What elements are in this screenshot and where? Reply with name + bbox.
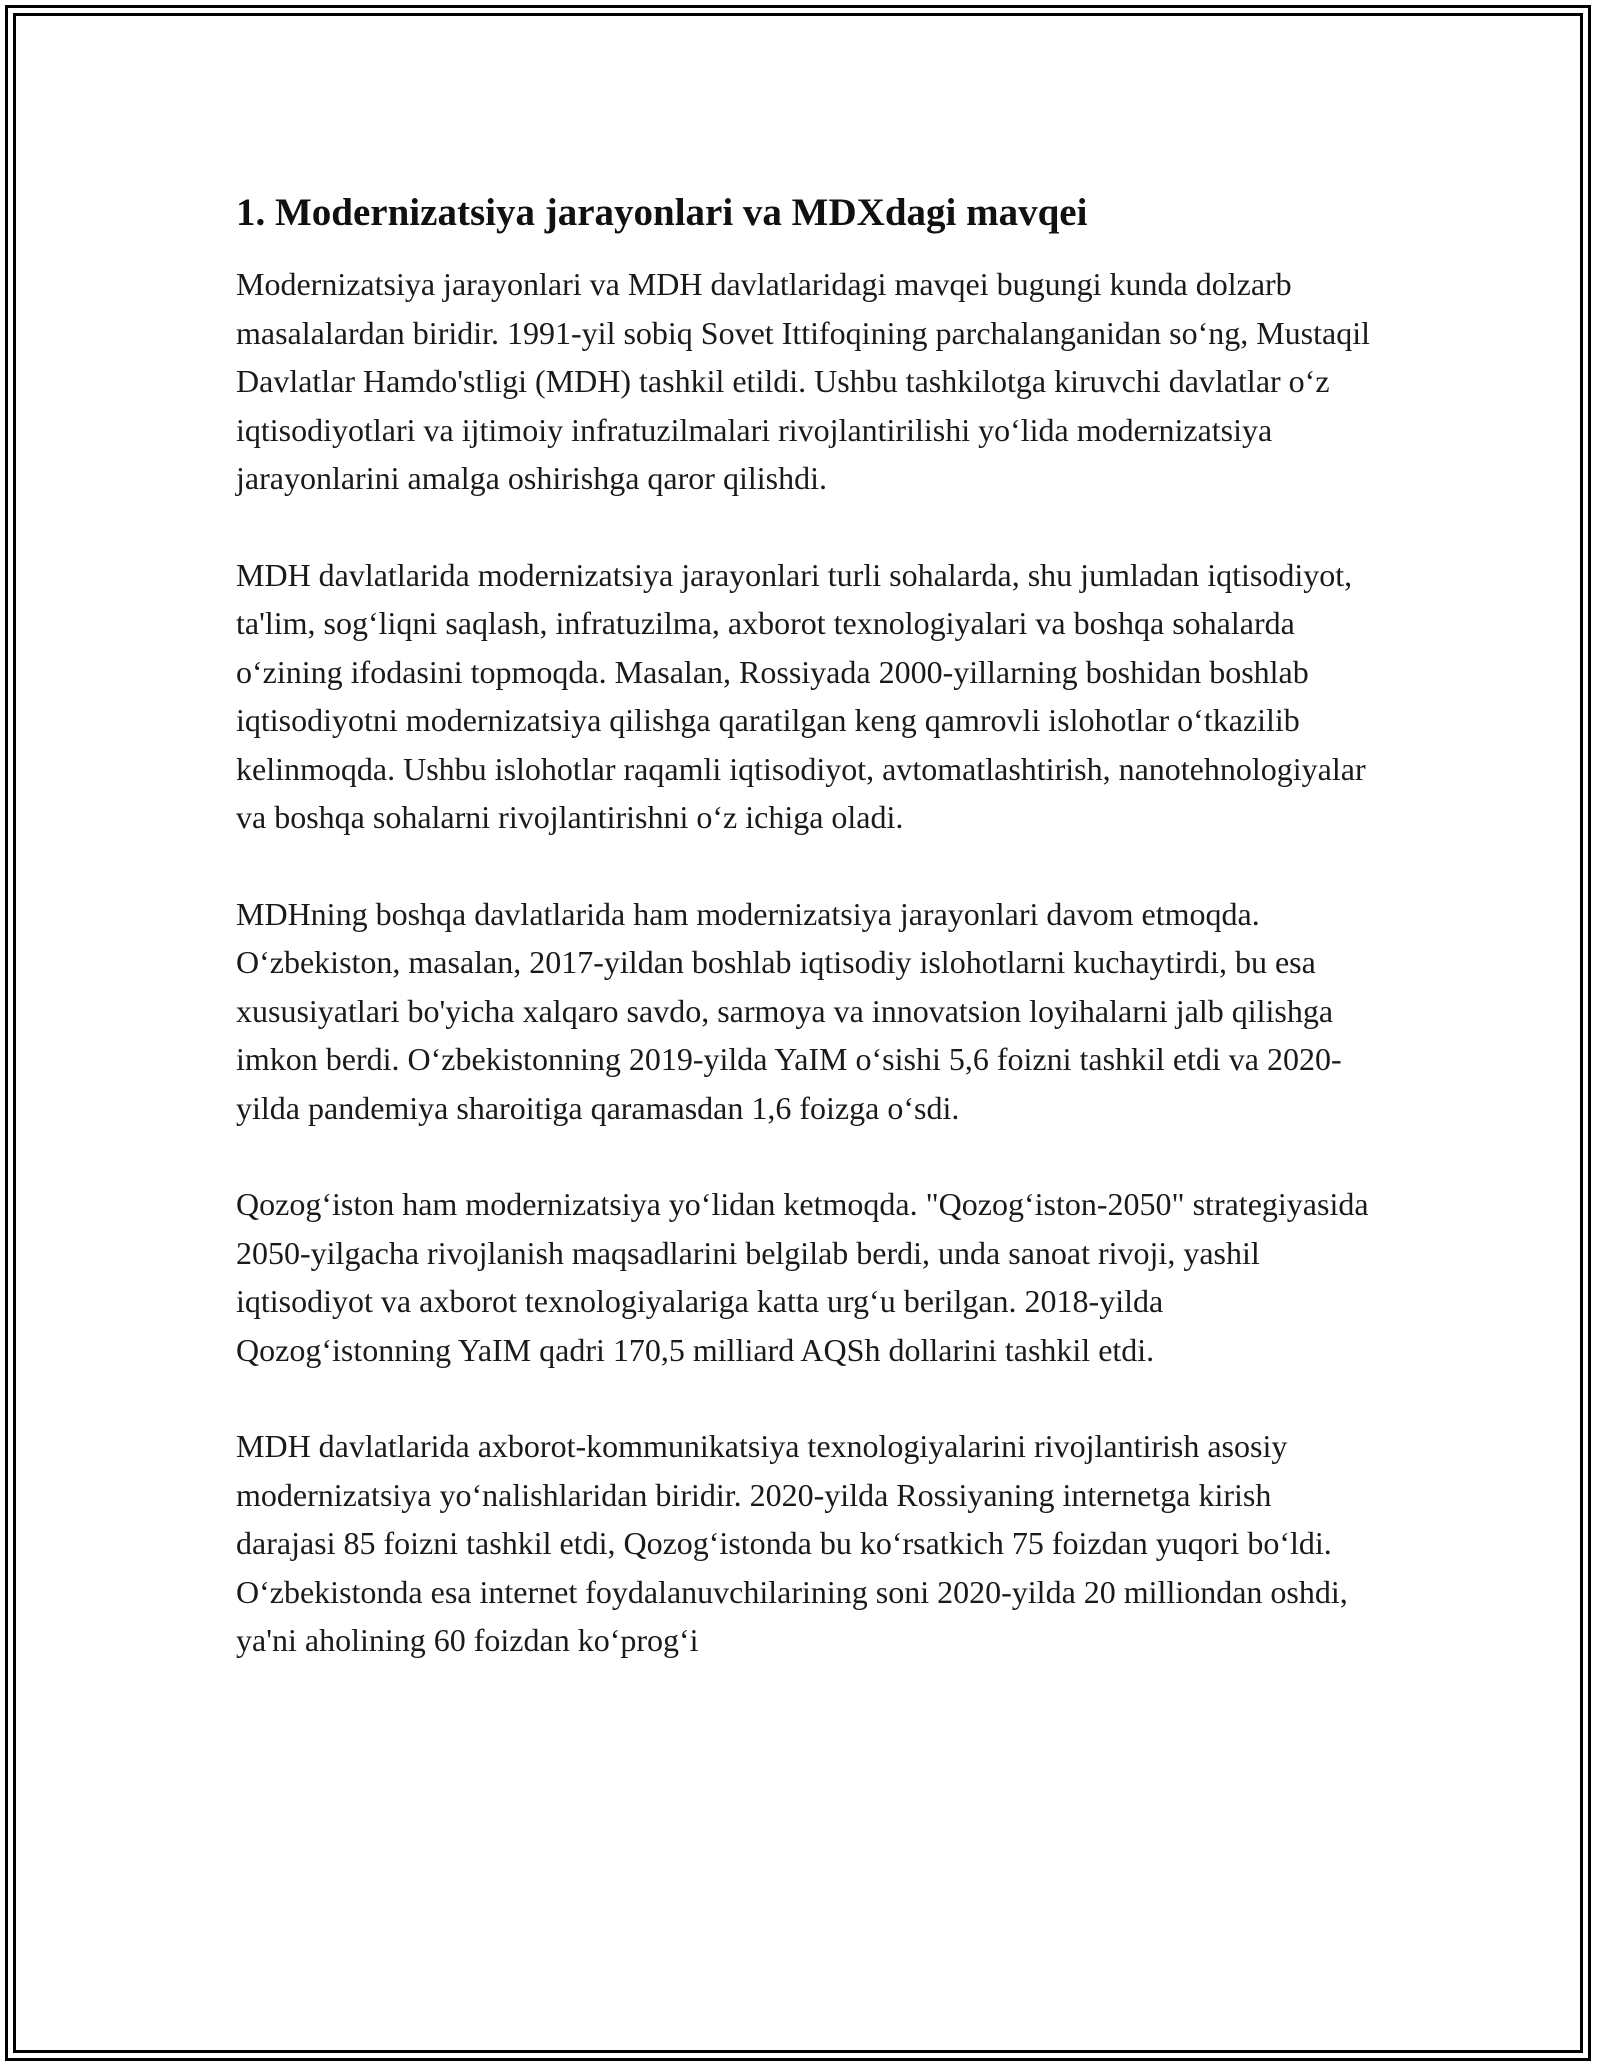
paragraph-1: Modernizatsiya jarayonlari va MDH davlatlaridagi mavqei bugungi kunda dolzarb masalalardan biridir. 1991-yil sobiq Sovet Ittifoqining parchalanganidan so‘ng, Mustaqil Davlatlar Hamdo'stligi (MDH) tashkil etildi. Ushbu tashkilotga kiruvchi davlatlar o‘z iqtisodiyotlari va ijtimoiy infratuzilmalari rivojlantirilishi yo‘lida modernizatsiya jarayonlarini amalga oshirishga qaror qilishdi. — [236, 266, 1370, 496]
paragraph-4: Qozog‘iston ham modernizatsiya yo‘lidan ketmoqda. "Qozog‘iston-2050" strategiyasida 2050-yilgacha rivojlanish maqsadlarini belgilab berdi, unda sanoat rivoji, yashil iqtisodiyot va axborot texnologiyalariga katta urg‘u berilgan. 2018-yilda Qozog‘istonning YaIM qadri 170,5 milliard AQSh dollarini tashkil etdi. — [236, 1186, 1369, 1368]
paragraph-5: MDH davlatlarida axborot-kommunikatsiya texnologiyalarini rivojlantirish asosiy modernizatsiya yo‘nalishlaridan biridir. 2020-yilda Rossiyaning internetga kirish darajasi 85 foizni tashkil etdi, Qozog‘istonda bu ko‘rsatkich 75 foizdan yuqori bo‘ldi. O‘zbekistonda esa internet foydalanuvchilarining soni 2020-yilda 20 milliondan oshdi, ya'ni aholining 60 foizdan ko‘prog‘i — [236, 1428, 1348, 1658]
paragraph-3: MDHning boshqa davlatlarida ham modernizatsiya jarayonlari davom etmoqda. O‘zbekiston, masalan, 2017-yildan boshlab iqtisodiy islohotlarni kuchaytirdi, bu esa xususiyatlari bo'yicha xalqaro savdo, sarmoya va innovatsion loyihalarni jalb qilishga imkon berdi. O‘zbekistonning 2019-yilda YaIM o‘sishi 5,6 foizni tashkil etdi va 2020-yilda pandemiya sharoitiga qaramasdan 1,6 foizga o‘sdi. — [236, 895, 1342, 1126]
paragraph-2: MDH davlatlarida modernizatsiya jarayonlari turli sohalarda, shu jumladan iqtisodiyot, ta'lim, sog‘liqni saqlash, infratuzilma, axborot texnologiyalari va boshqa sohalarda o‘zining ifodasini topmoqda. Masalan, Rossiyada 2000-yillarning boshidan boshlab iqtisodiyotni modernizatsiya qilishga qaratilgan keng qamrovli islohotlar o‘tkazilib kelinmoqda. Ushbu islohotlar raqamli iqtisodiyot, avtomatlashtirish, nanotehnologiyalar va boshqa sohalarni rivojlantirishni o‘z ichiga oladi. — [236, 556, 1366, 835]
document-body — [236, 188, 1376, 1713]
section-heading: 1. Modernizatsiya jarayonlari va MDXdagi mavqei — [236, 191, 1088, 234]
